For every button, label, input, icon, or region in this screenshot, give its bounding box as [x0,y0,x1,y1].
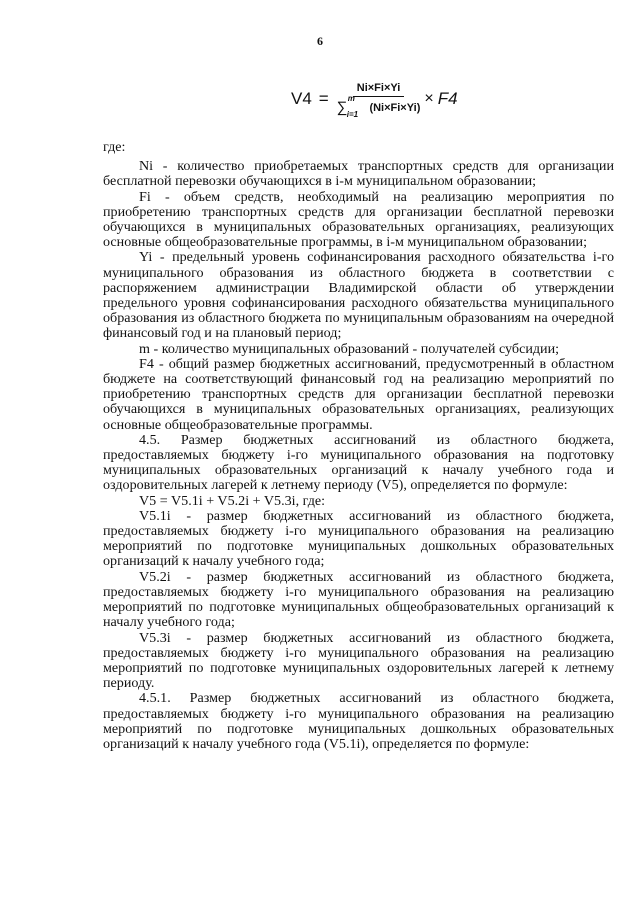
formula-fraction [336,82,421,119]
paragraph-ni-definition: Ni - количество приобретаемых транспортных средств для организации бесплатной перевозки обучающихся в i-м муниципальном образовании; [103,158,614,190]
sum-sigma: ∑ [336,99,348,116]
document-body [103,140,614,752]
formula-denominator [336,94,421,119]
formula-equals: = [318,89,329,108]
sum-upper-limit: m [347,94,355,103]
formula-times: × [424,90,434,107]
paragraph-v5-2i-definition: V5.2i - размер бюджетных ассигнований из областного бюджета, предоставляемых бюджету i-го муниципального образования на реализацию мероприятий по подготовке муниципальных общеобразовательных организаций к началу учебного года; [103,568,614,631]
formula-numerator: Ni×Fi×Yi [353,82,405,97]
sum-lower-limit: i=1 [346,110,359,119]
formula-rhs: F4 [437,89,458,108]
paragraph-f4-definition: F4 - общий размер бюджетных ассигнований, предусмотренный в областном бюджете на соответствующий финансовый год на реализацию мероприятий по приобретению транспортных средств для организации бесплатной перевозки обучающихся в муниципальных образовательных организациях, реализующих основные общеобразовательные программы. [103,355,614,433]
paragraph-v5-3i-definition: V5.3i - размер бюджетных ассигнований из областного бюджета, предоставляемых бюджету i-го муниципального образования на реализацию мероприятий по подготовке муниципальных оздоровительных лагерей к летнему периоду. [103,629,614,692]
paragraph-4-5-1: 4.5.1. Размер бюджетных ассигнований из областного бюджета, предоставляемых бюджету i-го муниципального образования на реализацию мероприятий по подготовке муниципальных дошкольных образовательных организаций к началу учебного года (V5.1i), определяется по формуле: [103,690,614,752]
sum-symbol [336,94,359,119]
where-label: где: [103,139,126,155]
formula-lhs: V4 [291,89,312,108]
paragraph-4-5: 4.5. Размер бюджетных ассигнований из областного бюджета, предоставляемых бюджету i-го муниципального образования на подготовку муниципальных образовательных организаций к началу учебного года и оздоровительных лагерей к летнему периоду (V5), определяется по формуле: [103,431,614,494]
page-number: 6 [317,34,323,48]
paragraph-m-definition: m - количество муниципальных образований - получателей субсидии; [139,340,560,357]
paragraph-v5-1i-definition: V5.1i - размер бюджетных ассигнований из областного бюджета, предоставляемых бюджету i-го муниципального образования на реализацию мероприятий по подготовке муниципальных дошкольных образовательных организаций к началу учебного года; [103,507,614,570]
formula-v5: V5 = V5.1i + V5.2i + V5.3i, где: [139,492,326,509]
paragraph-fi-definition: Fi - объем средств, необходимый на реализацию мероприятия по приобретению транспортных средств для организации бесплатной перевозки обучающихся в муниципальных образовательных организациях, реализующих основные общеобразовательные программы, в i-м муниципальном образовании; [103,188,614,251]
paragraph-yi-definition: Yi - предельный уровень софинансирования расходного обязательства i-го муниципального образования из областного бюджета в соответствии с распоряжением администрации Владимирской области об утверждении предельного уровня софинансирования расходного обязательства муниципального образования из областного бюджета по муниципальным образованиям на очередной финансовый год и на плановый период; [103,249,614,342]
formula-v4 [291,82,458,119]
formula-denominator-text: (Ni×Fi×Yi) [369,101,421,114]
